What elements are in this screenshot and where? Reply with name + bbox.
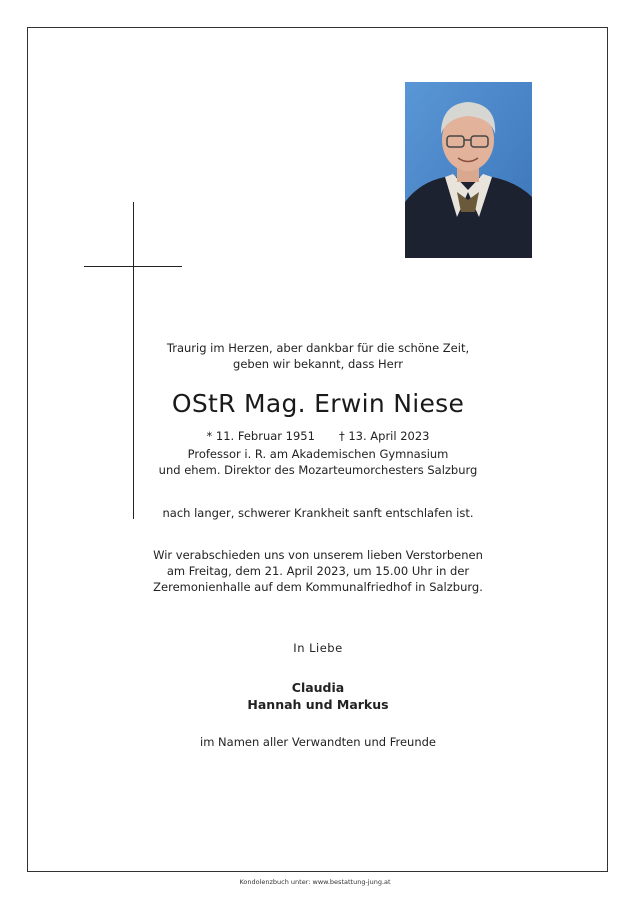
profession-line: Professor i. R. am Akademischen Gymnasium: [187, 447, 449, 461]
family-text: im Namen aller Verwandten und Freunde: [200, 735, 436, 749]
passing-text: nach langer, schwerer Krankheit sanft entschlafen ist.: [162, 506, 474, 520]
funeral-text: [0, 547, 636, 595]
funeral-line: Wir verabschieden uns von unserem lieben Verstorbenen: [153, 548, 483, 562]
intro-line: Traurig im Herzen, aber dankbar für die schöne Zeit,: [166, 341, 470, 355]
in-love-text: In Liebe: [293, 641, 343, 655]
intro-text: [0, 340, 636, 372]
condolence-footer: Kondolenzbuch unter: www.bestattung-jung.at: [239, 878, 391, 886]
funeral-line: Zeremonienhalle auf dem Kommunalfriedhof in Salzburg.: [153, 580, 483, 594]
mourner-name: Claudia: [291, 680, 345, 695]
deceased-name: OStR Mag. Erwin Niese: [171, 389, 465, 418]
portrait-photo: [405, 82, 532, 258]
life-dates: [0, 429, 636, 444]
mourner-name: Hannah und Markus: [247, 697, 389, 712]
birth-date: * 11. Februar 1951: [206, 429, 315, 443]
cross-horizontal-bar: [84, 266, 182, 267]
profession-text: [0, 446, 636, 478]
death-date: † 13. April 2023: [338, 429, 430, 443]
funeral-line: am Freitag, dem 21. April 2023, um 15.00 Uhr in der: [166, 564, 470, 578]
mourners: [0, 679, 636, 713]
profession-line: und ehem. Direktor des Mozarteumorchesters Salzburg: [158, 463, 478, 477]
intro-line: geben wir bekannt, dass Herr: [233, 357, 403, 371]
